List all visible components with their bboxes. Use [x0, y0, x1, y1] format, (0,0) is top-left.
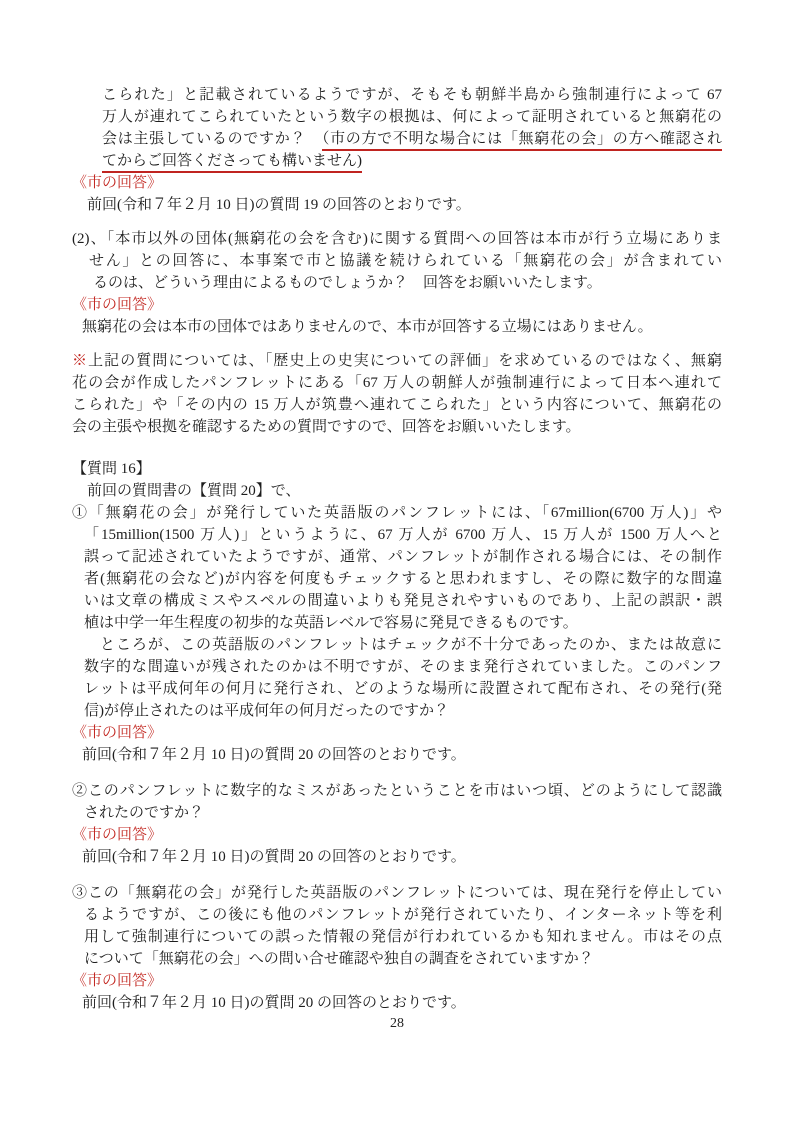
- body-line: ③この「無窮花の会」が発行した英語版のパンフレットについては、現在発行を停止してい: [72, 885, 722, 901]
- city-answer-text: 前回(令和７年２月 10 日)の質問 20 の回答のとおりです。: [82, 995, 466, 1011]
- body-line: [72, 128, 722, 150]
- body-line: 花の会が作成したパンフレットにある「67 万人の朝鮮人が強制連行によって日本へ連れて: [72, 375, 722, 391]
- body-line: [72, 350, 722, 372]
- city-answer-label: 《市の回答》: [72, 297, 163, 313]
- body-line: ①「無窮花の会」が発行していた英語版のパンフレットには、「67million(6700 万人)」や: [72, 505, 722, 521]
- note-asterisk-marker: ※: [72, 353, 89, 369]
- body-line: るようですが、この後にも他のパンフレットが発行されていたり、インターネット等を利: [84, 907, 722, 923]
- question16-section: [72, 458, 722, 766]
- body-line: 数字的な間違いが残されたのかは不明ですが、そのまま発行されていました。このパンフ: [84, 659, 722, 675]
- body-line: 「15million(1500 万人)」というように、67 万人が 6700 万人、15 万人が 1500 万人へと: [84, 527, 722, 543]
- body-line: (2)、「本市以外の団体(無窮花の会を含む)に関する質問への回答は本市が行う立場にありま: [72, 231, 722, 247]
- body-text: 上記の質問については、「歴史上の史実についての評価」を求めているのではなく、無窮: [88, 353, 722, 369]
- item-2-section: [72, 228, 722, 338]
- city-answer-text: 無窮花の会は本市の団体ではありませんので、本市が回答する立場にはありません。: [82, 319, 653, 335]
- body-line: [72, 150, 722, 172]
- question15-continuation-section: [72, 84, 722, 216]
- body-line: こられた」や「その内の 15 万人が筑豊へ連れてこられた」という内容について、無窮花の: [72, 397, 722, 413]
- body-line: について「無窮花の会」への問い合せ確認や独自の調査をされていますか？: [84, 951, 594, 967]
- body-line: 用して強制連行についての誤った情報の発信が行われているかも知れません。市はその点: [84, 929, 722, 945]
- subquestion-3: [72, 882, 722, 1014]
- page-content: [72, 84, 722, 1014]
- body-line: 会の主張や根拠を確認するための質問ですので、回答をお願いいたします。: [72, 419, 581, 435]
- city-answer-label: 《市の回答》: [72, 827, 163, 843]
- note-section: [72, 350, 722, 438]
- body-line: 植は中学一年生程度の初歩的な英語レベルで容易に発見できるものです。: [84, 615, 578, 631]
- body-line: 万人が連れてこられていたという数字の根拠は、何によって証明されていると無窮花の: [102, 109, 722, 125]
- body-line: いは文章の構成ミスやスペルの間違いよりも発見されやすいものであり、上記の誤訳・誤: [84, 593, 722, 609]
- body-text: 会は主張しているのですか？: [102, 131, 322, 147]
- city-answer-label: 《市の回答》: [72, 725, 163, 741]
- red-underlined-text: （市の方で不明な場合には「無窮花の会」の方へ確認され: [322, 131, 722, 151]
- city-answer-label: 《市の回答》: [72, 973, 163, 989]
- red-underlined-text: てからご回答くださっても構いません): [102, 153, 362, 173]
- subquestion-1: [72, 502, 722, 766]
- city-answer-text: 前回(令和７年２月 10 日)の質問 19 の回答のとおりです。: [87, 197, 471, 213]
- body-line: レットは平成何年の何月に発行され、どのような場所に設置されて配布され、その発行(発: [84, 681, 722, 697]
- body-line: 誤って記述されていたようですが、通常、パンフレットが制作される場合には、その制作: [84, 549, 722, 565]
- body-line: 信)が停止されたのは平成何年の何月だったのですか？: [84, 703, 449, 719]
- body-line: 者(無窮花の会など)が内容を何度もチェックすると思われますし、その際に数字的な間違: [84, 571, 722, 587]
- question16-intro: 前回の質問書の【質問 20】で、: [87, 483, 301, 499]
- subquestion-2: [72, 780, 722, 868]
- body-line: せん」との回答に、本事案で市と協議を続けられている「無窮花の会」が含まれてい: [89, 253, 722, 269]
- body-line: されたのですか？: [84, 805, 205, 821]
- city-answer-text: 前回(令和７年２月 10 日)の質問 20 の回答のとおりです。: [82, 849, 466, 865]
- city-answer-label: 《市の回答》: [72, 175, 163, 191]
- city-answer-text: 前回(令和７年２月 10 日)の質問 20 の回答のとおりです。: [82, 747, 466, 763]
- body-line: るのは、どういう理由によるものでしょうか？ 回答をお願いいたします。: [93, 275, 602, 291]
- question16-heading: 【質問 16】: [72, 461, 151, 477]
- body-line: ②このパンフレットに数字的なミスがあったということを市はいつ頃、どのようにして認識: [72, 783, 722, 799]
- page-footer: [0, 1016, 794, 1032]
- page-number: 28: [390, 1016, 404, 1031]
- body-line: こられた」と記載されているようですが、そもそも朝鮮半島から強制連行によって 67: [102, 87, 722, 103]
- body-line: ところが、この英語版のパンフレットはチェックが不十分であったのか、または故意に: [84, 637, 722, 653]
